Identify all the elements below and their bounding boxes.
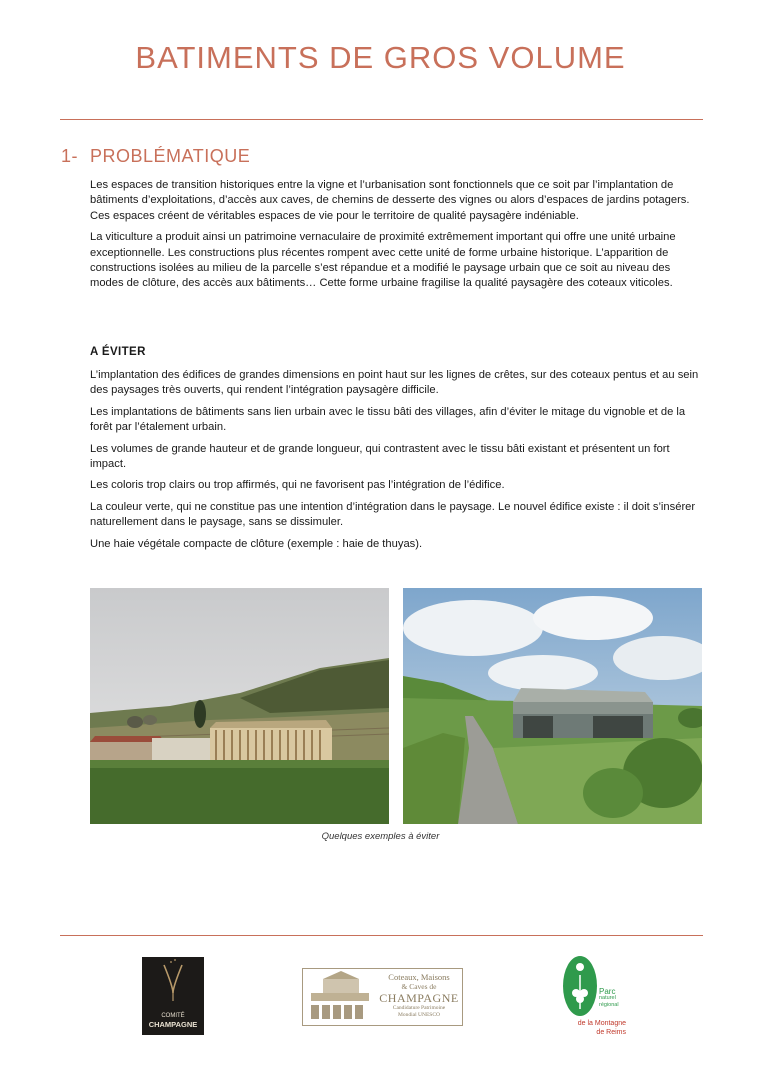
avoid-item: L’implantation des édifices de grandes dimensions en point haut sur les lignes de crêtes, sur des coteaux pentus et au sein des paysages très ouverts, qui rendent l’intégration paysagère difficile. xyxy=(90,369,699,397)
section-title: PROBLÉMATIQUE xyxy=(90,146,251,166)
comite-line2: CHAMPAGNE xyxy=(148,1020,198,1029)
photo-hillside-buildings xyxy=(90,588,389,824)
bottom-divider xyxy=(60,935,703,936)
parc-emblem-icon xyxy=(562,955,598,1017)
avoid-item: Les coloris trop clairs ou trop affirmés, qui ne favorisent pas l’intégration de l’édifice. xyxy=(90,479,505,492)
parc-line3: régional xyxy=(599,1002,619,1008)
page-title: BATIMENTS DE GROS VOLUME xyxy=(135,40,626,75)
champagne-glass-icon xyxy=(142,957,204,1007)
avoid-item: Les volumes de grande hauteur et de grande longueur, qui contrastent avec le tissu bâti existant et présentent un fort impact. xyxy=(90,442,670,471)
problematique-text xyxy=(90,178,702,298)
parc-line1: Parc xyxy=(599,987,616,996)
avoid-item: Une haie végétale compacte de clôture (exemple : haie de thuyas). xyxy=(90,537,423,550)
parc-line2: naturel xyxy=(599,995,616,1001)
parc-line5: de Reims xyxy=(596,1029,626,1036)
avoid-heading: A ÉVITER xyxy=(90,346,146,358)
coteaux-champagne-logo xyxy=(302,968,463,1026)
comite-champagne-logo xyxy=(142,957,204,1035)
photo-caption: Quelques exemples à éviter xyxy=(321,831,440,842)
paragraph: La viticulture a produit ainsi un patrimoine vernaculaire de proximité extrêmement important qui offre une unité urbaine exceptionnelle. Les constructions plus récentes rompent avec cette unité de forme urbaine historique. L’apparition de constructions isolées au milieu de la parcelle s’est répandue et a modifié le paysage urbain que ce soit au niveau des modes de clôture, des accès aux bâtiments… Cette forme urbaine fragilise la qualité paysagère des coteaux viticoles. xyxy=(90,231,676,290)
photo-road-shed xyxy=(403,588,702,824)
avoid-list xyxy=(90,368,702,558)
section-heading xyxy=(61,146,250,167)
top-divider xyxy=(60,119,703,120)
avoid-item: La couleur verte, qui ne constitue pas une intention d’intégration dans le paysage. Le nouvel édifice existe : il doit s’insérer naturellement dans le paysage, sans se dissimuler. xyxy=(90,500,696,529)
avoid-item: Les implantations de bâtiments sans lien urbain avec le tissu bâti des villages, afin d’éviter le mitage du vignoble et de la forêt par l’étalement urbain. xyxy=(90,405,686,434)
paragraph: Les espaces de transition historiques entre la vigne et l’urbanisation sont fonctionnels que ce soit par l’implantation de bâtiments d’exploitations, d’accès aux caves, de chemins de desserte des vignes ou alors d’espaces de jardins potagers. Ces espaces créent de véritables espaces de vie pour le territoire de qualité paysagère indéniable. xyxy=(90,179,690,222)
village-vineyard-icon xyxy=(305,969,375,1025)
section-number: 1- xyxy=(61,146,79,166)
coteaux-line5: Mondial UNESCO xyxy=(397,1012,440,1018)
coteaux-line2: & Caves de xyxy=(401,982,437,991)
coteaux-line1: Coteaux, Maisons xyxy=(388,972,450,982)
coteaux-line4: Candidature Patrimoine xyxy=(392,1005,446,1011)
coteaux-line3: CHAMPAGNE xyxy=(379,991,459,1005)
parc-montagne-reims-logo xyxy=(552,955,626,1039)
parc-line4: de la Montagne xyxy=(577,1020,626,1027)
comite-line1: COMITÉ xyxy=(161,1013,185,1019)
